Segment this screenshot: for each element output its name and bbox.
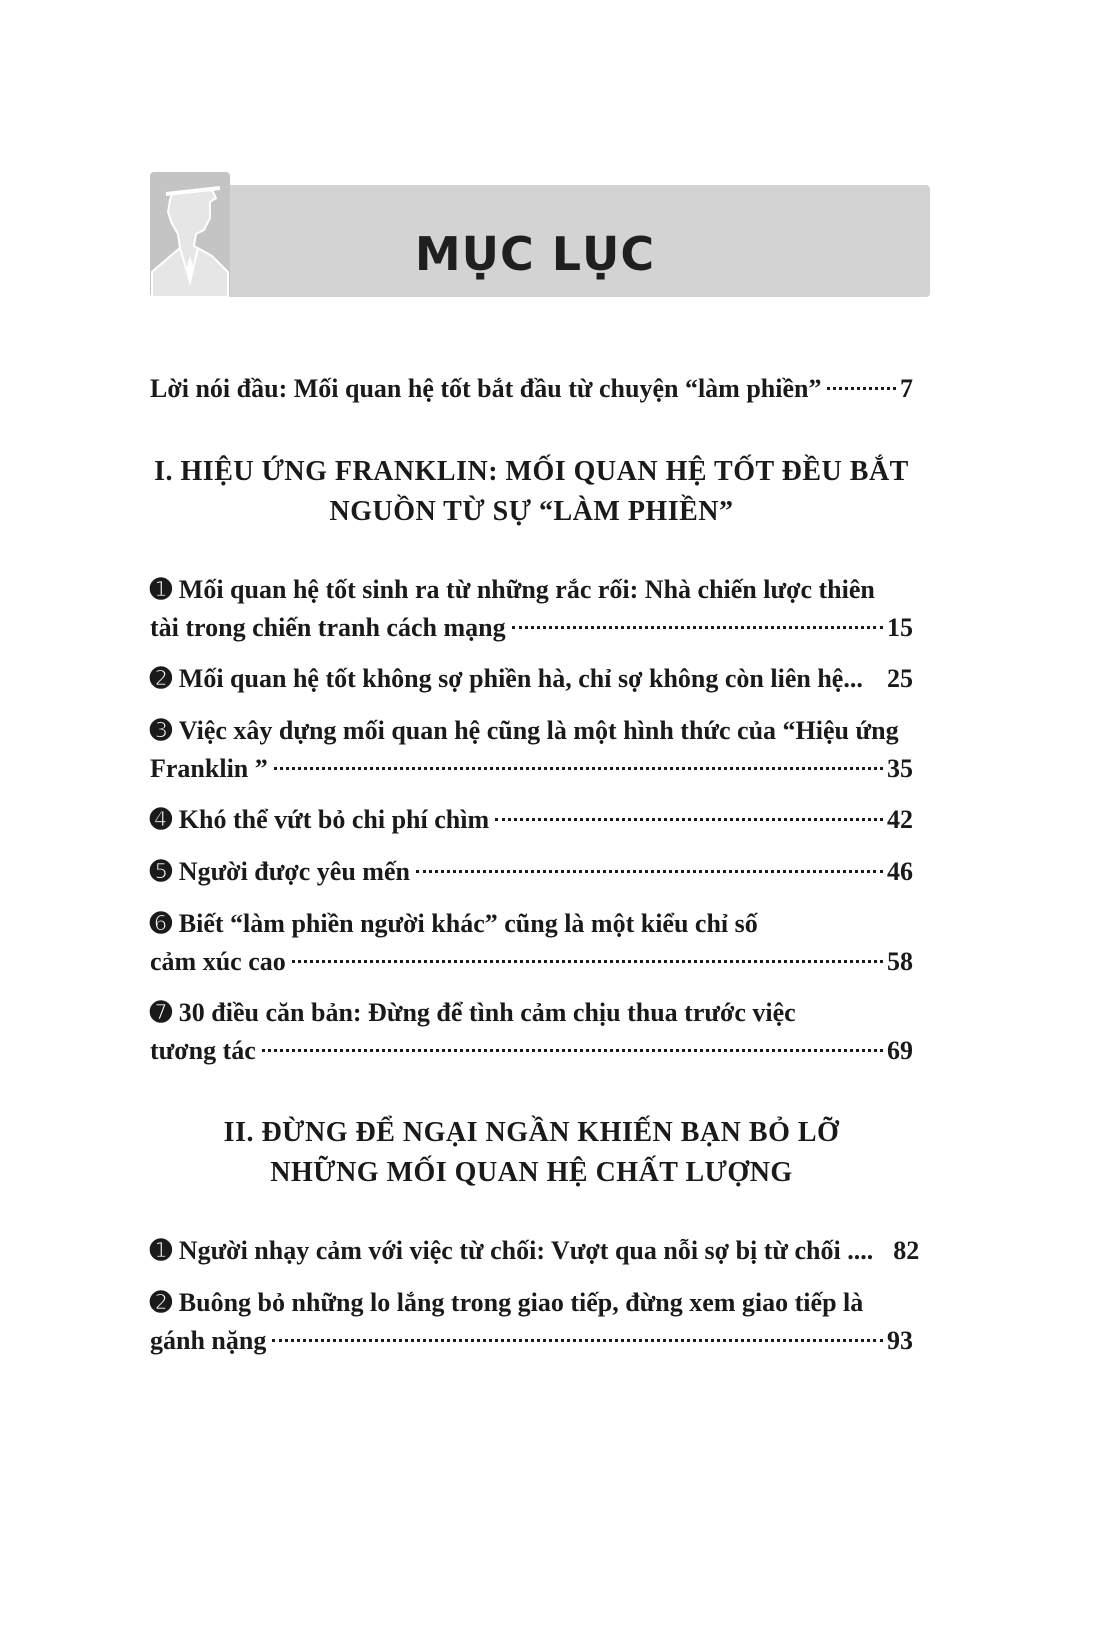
dot-leader <box>292 960 883 963</box>
section-heading <box>150 1113 913 1193</box>
entry-title: Mối quan hệ tốt không sợ phiền hà, chỉ sợ không còn liên hệ... <box>178 664 863 693</box>
entry-title: Biết “làm phiền người khác” cũng là một kiểu chỉ số <box>178 909 758 938</box>
entry-title-continued: Franklin ” <box>150 754 268 783</box>
number-bullet-icon: ➌ <box>150 716 172 745</box>
entry-title-continued: tương tác <box>150 1036 256 1065</box>
dot-leader <box>495 818 883 821</box>
entry-title: Người được yêu mến <box>178 857 410 886</box>
section-heading-line: NHỮNG MỐI QUAN HỆ CHẤT LƯỢNG <box>270 1157 793 1188</box>
number-bullet-icon: ➏ <box>150 909 172 938</box>
toc-entry[interactable] <box>150 853 913 891</box>
page-number: 46 <box>887 857 913 886</box>
page-number: 15 <box>887 613 913 642</box>
dot-leader <box>416 870 883 873</box>
entry-title-continued: gánh nặng <box>150 1326 267 1355</box>
page-number: 58 <box>887 947 913 976</box>
page-number: 93 <box>887 1326 913 1355</box>
dot-leader <box>274 767 883 770</box>
page-number: 69 <box>887 1036 913 1065</box>
dot-leader <box>272 1339 883 1342</box>
page-title: MỤC LỤC <box>414 227 656 281</box>
section-heading-line: I. HIỆU ỨNG FRANKLIN: MỐI QUAN HỆ TỐT ĐỀU BẮT <box>154 456 909 487</box>
toc-entry[interactable] <box>150 994 913 1070</box>
page-number: 35 <box>887 754 913 783</box>
page-number: 42 <box>887 805 913 834</box>
entry-title: Người nhạy cảm với việc từ chối: Vượt qua nỗi sợ bị từ chối .... <box>178 1236 874 1265</box>
number-bullet-icon: ➎ <box>150 857 172 886</box>
entry-title: Buông bỏ những lo lắng trong giao tiếp, đừng xem giao tiếp là <box>178 1288 864 1317</box>
section-heading-line: NGUỒN TỪ SỰ “LÀM PHIỀN” <box>329 496 734 527</box>
entry-title-continued: cảm xúc cao <box>150 947 286 976</box>
section-heading <box>150 452 913 532</box>
page-number: 82 <box>893 1236 920 1265</box>
entry-title: Lời nói đầu: Mối quan hệ tốt bắt đầu từ chuyện “làm phiền” <box>150 374 822 403</box>
entry-title: Khó thể vứt bỏ chi phí chìm <box>178 805 490 834</box>
dot-leader <box>512 626 883 629</box>
entry-title-continued: tài trong chiến tranh cách mạng <box>150 613 506 642</box>
page-number: 7 <box>900 374 913 403</box>
toc-entry[interactable] <box>150 905 913 981</box>
section-heading-line: II. ĐỪNG ĐỂ NGẠI NGẦN KHIẾN BẠN BỎ LỠ <box>223 1117 840 1148</box>
toc-entry[interactable] <box>150 801 913 839</box>
toc-entry[interactable] <box>150 712 913 788</box>
entry-title: Việc xây dựng mối quan hệ cũng là một hình thức của “Hiệu ứng <box>178 716 899 745</box>
dot-leader <box>827 387 896 390</box>
number-bullet-icon: ➍ <box>150 805 172 834</box>
page-number: 25 <box>887 664 913 693</box>
entry-title: Mối quan hệ tốt sinh ra từ những rắc rối: Nhà chiến lược thiên <box>178 575 875 604</box>
entry-title: 30 điều căn bản: Đừng để tình cảm chịu thua trước việc <box>178 998 796 1027</box>
toc-entry-preface[interactable] <box>150 370 913 408</box>
toc-entry[interactable] <box>150 1232 920 1270</box>
toc-entry[interactable] <box>150 1284 913 1360</box>
toc-entry[interactable] <box>150 660 913 698</box>
man-silhouette-icon <box>150 172 230 297</box>
dot-leader <box>262 1049 883 1052</box>
number-bullet-icon: ➋ <box>150 664 172 693</box>
number-bullet-icon: ➋ <box>150 1288 172 1317</box>
number-bullet-icon: ➐ <box>150 998 172 1027</box>
number-bullet-icon: ➊ <box>150 1236 172 1265</box>
number-bullet-icon: ➊ <box>150 575 172 604</box>
toc-entry[interactable] <box>150 571 913 647</box>
